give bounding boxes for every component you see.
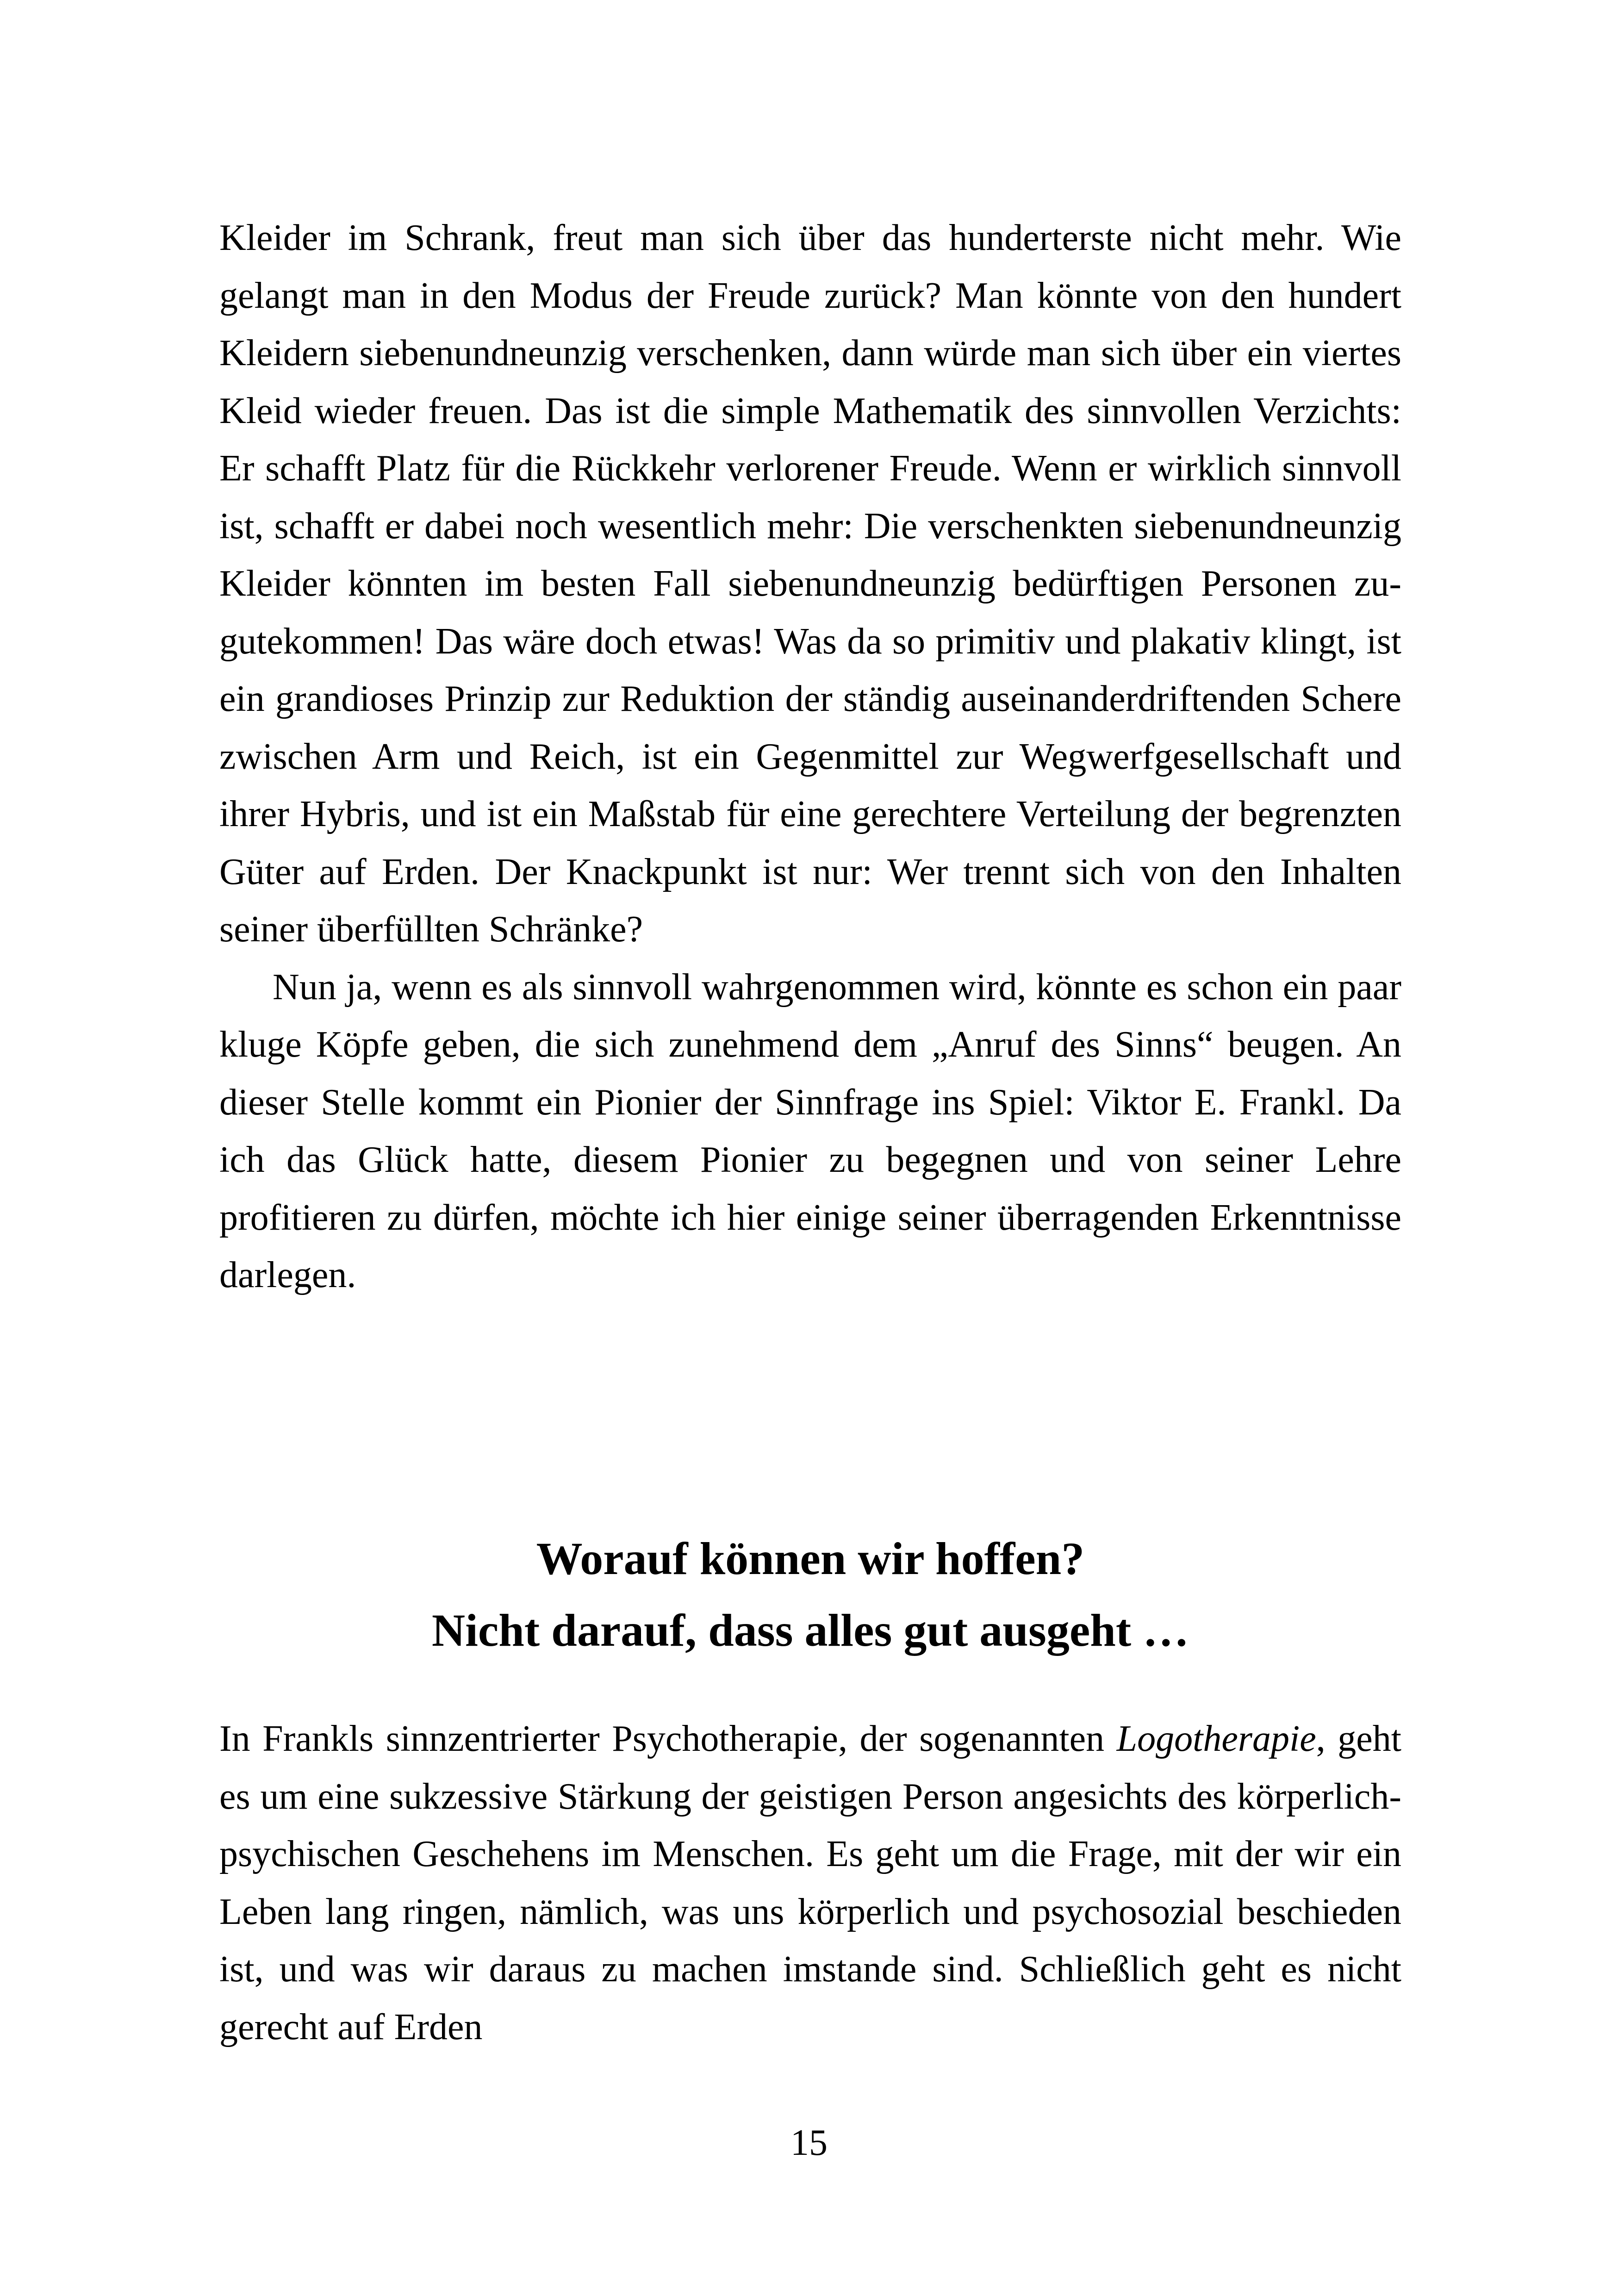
section-heading	[219, 1523, 1401, 1666]
body-text-span: , geht es um eine sukzessive Stärkung der geistigen Person angesichts des körperlich-psychischen Geschehens im Menschen. Es geht um die Frage, mit der wir ein Leben lang ringen, nämlich, was uns körperlich und psychosozial beschieden ist, und was wir daraus zu machen imstande sind. Schließlich geht es nicht gerecht auf Erden	[219, 1718, 1402, 2047]
body-paragraph: Kleider im Schrank, freut man sich über das hunderterste nicht mehr. Wie gelangt man in den Modus der Freude zurück? Man könnte von den hundert Kleidern siebenundneunzig verschenken, dann würde man sich über ein viertes Kleid wieder freuen. Das ist die simple Mathematik des sinnvollen Verzichts: Er schafft Platz für die Rückkehr verlorener Freude. Wenn er wirklich sinnvoll ist, schafft er dabei noch wesentlich mehr: Die verschenkten siebenundneunzig Kleider könnten im besten Fall siebenundneunzig bedürftigen Personen zugutekommen! Das wäre doch etwas! Was da so primitiv und plakativ klingt, ist ein grandioses Prinzip zur Reduktion der ständig auseinanderdriftenden Schere zwischen Arm und Reich, ist ein Gegenmittel zur Wegwerfgesellschaft und ihrer Hybris, und ist ein Maßstab für eine gerechtere Verteilung der begrenzten Güter auf Erden. Der Knackpunkt ist nur: Wer trennt sich von den Inhalten seiner überfüllten Schränke?	[219, 218, 1401, 950]
italic-term: Logotherapie	[1116, 1718, 1316, 1759]
body-paragraph	[219, 1710, 1401, 2056]
section-heading-line: Nicht darauf, dass alles gut ausgeht …	[431, 1605, 1189, 1656]
page-number: 15	[790, 2122, 828, 2163]
body-text-span: In Frankls sinnzentrierter Psychotherapie, der sogenannten	[219, 1718, 1117, 1759]
section-heading-line: Worauf können wir hoffen?	[536, 1533, 1085, 1584]
section-text-block	[219, 1710, 1401, 2056]
opening-text-block	[219, 209, 1401, 1304]
body-paragraph: Nun ja, wenn es als sinnvoll wahrgenommen wird, könnte es schon ein paar kluge Köpfe geben, die sich zunehmend dem „Anruf des Sinns“ beugen. An dieser Stelle kommt ein Pionier der Sinnfrage ins Spiel: Viktor E. Frankl. Da ich das Glück hatte, diesem Pionier zu begegnen und von seiner Lehre profitieren zu dürfen, möchte ich hier einige seiner überragenden Erkenntnisse darlegen.	[219, 966, 1401, 1295]
